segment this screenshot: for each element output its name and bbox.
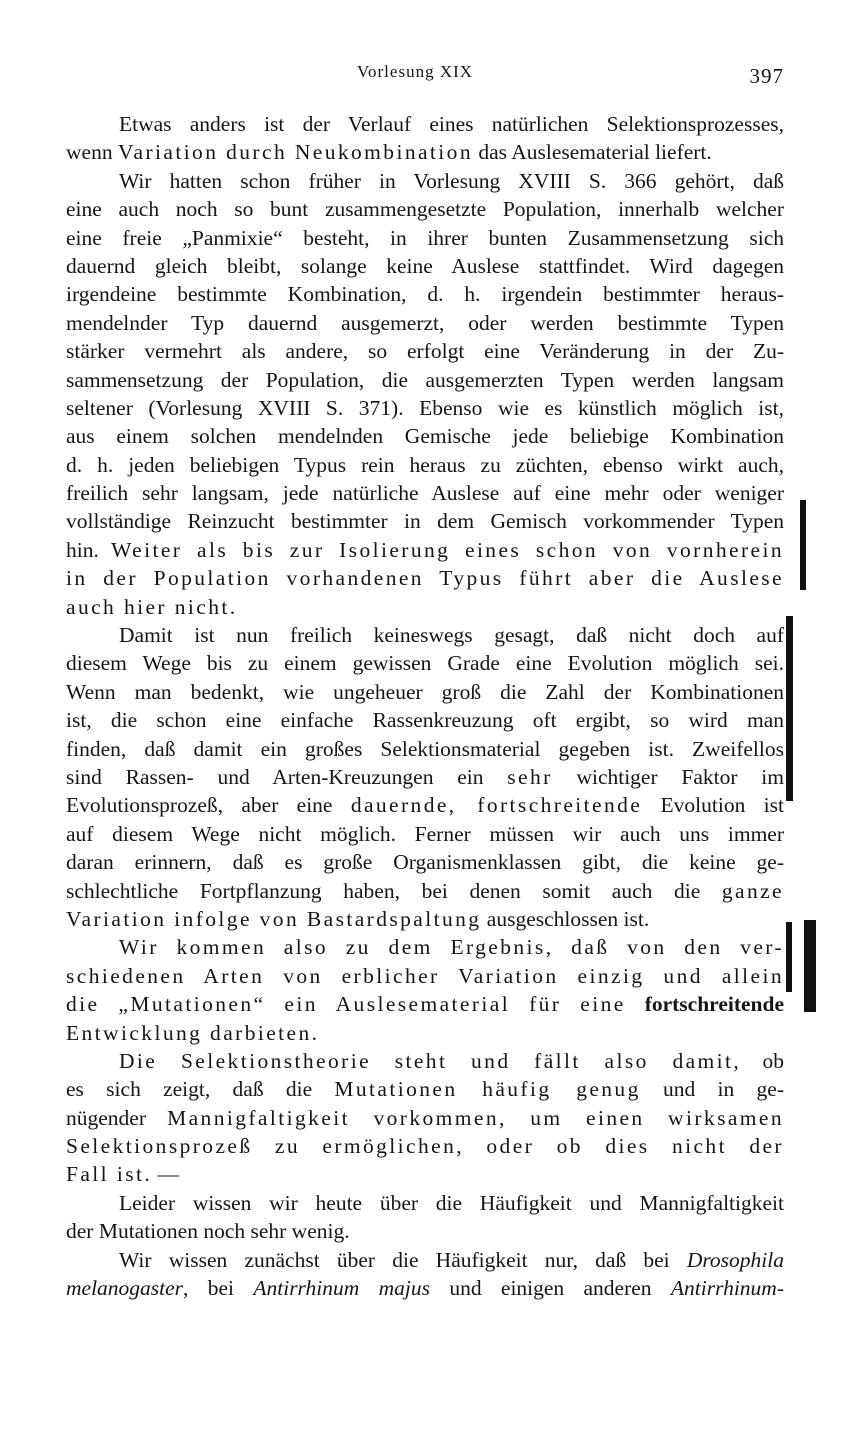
text-run: freilich sehr langsam, jede natürliche Auslese auf eine mehr oder weniger [66,481,784,506]
text-line [66,224,784,252]
running-title: Vorlesung XIX [356,62,474,81]
text-line [66,110,784,138]
text-run: Die Selektionstheorie steht und fällt also damit, [119,1048,742,1073]
text-line [66,337,784,365]
text-line [66,195,784,223]
text-run: aus einem solchen mendelnden Gemische jede beliebige Kombination [66,424,784,449]
margin-mark [800,500,806,590]
text-run: Mutationen häufig genug [334,1077,641,1102]
text-line [66,1217,784,1245]
text-run: eine auch noch so bunt zusammengesetzte Population, innerhalb welcher [66,197,784,222]
text-line [66,649,784,677]
text-run: Evolution ist [642,793,784,818]
text-line [66,1075,784,1103]
text-line [66,763,784,791]
text-run: irgendeine bestimmte Kombination, d. h. irgendein bestimmter heraus- [66,282,784,307]
text-run: in der Population vorhandenen Typus führt aber die Auslese [66,566,784,591]
text-run: Drosophila [686,1247,784,1272]
text-run: Antirrhinum- [670,1276,784,1301]
text-run: vollständige Reinzucht bestimmter in dem Gemisch vorkommender Typen [66,509,784,534]
text-line [66,536,784,564]
margin-mark [786,616,793,801]
text-run: Damit ist nun freilich keineswegs gesagt, daß nicht doch auf [119,623,784,648]
text-run: Wenn man bedenkt, wie ungeheuer groß die Zahl der Kombinationen [66,679,784,704]
text-line [66,1132,784,1160]
text-run: Wir kommen also zu dem Ergebnis, daß von den ver- [119,935,784,960]
text-run: Weiter als bis zur Isolierung eines schon von vornherein [111,537,784,562]
text-run: Antirrhinum majus [253,1276,430,1301]
text-line [66,422,784,450]
text-run: Mannigfaltigkeit vorkommen, um einen wirksamen [167,1105,784,1130]
text-run: Entwicklung darbieten. [66,1020,320,1045]
body-text [66,110,784,1302]
text-run: hin. [66,537,112,562]
text-run: fortschreitende [644,992,784,1017]
text-line [66,905,784,933]
text-line [66,1246,784,1274]
text-run: Leider wissen wir heute über die Häufigkeit und Mannigfaltigkeit [119,1190,784,1215]
text-run: Variation infolge von Bastardspaltung [66,906,482,931]
text-run: nügender [66,1105,168,1130]
text-run: ist, die schon eine einfache Rassenkreuzung oft ergibt, so wird man [66,708,784,733]
text-run: sind Rassen- und Arten-Kreuzungen ein [66,764,508,789]
text-run: das Auslesematerial liefert. [472,140,712,165]
text-run: und in ge- [640,1077,784,1102]
text-run: daran erinnern, daß es große Organismenklassen gibt, die keine ge- [66,850,784,875]
text-run: ob [741,1048,784,1073]
text-run: Wir wissen zunächst über die Häufigkeit nur, daß bei [119,1247,687,1272]
text-line [66,564,784,592]
text-line [66,678,784,706]
text-run: wichtiger Faktor im [552,764,784,789]
text-line [66,394,784,422]
text-run: mendelnder Typ dauernd ausgemerzt, oder werden bestimmte Typen [66,310,784,335]
text-line [66,1189,784,1217]
text-line [66,1019,784,1047]
page-number: 397 [749,64,784,88]
text-run: seltener (Vorlesung XVIII S. 371). Ebenso wie es künstlich möglich ist, [66,395,784,420]
text-line [66,1274,784,1302]
text-run: melanogaster [66,1276,184,1301]
text-line [66,366,784,394]
text-line [66,280,784,308]
text-line [66,167,784,195]
margin-mark [786,922,792,992]
text-line [66,990,784,1018]
text-run: sehr [507,764,553,789]
text-line [66,1104,784,1132]
text-run: dauernd gleich bleibt, solange keine Auslese stattfindet. Wird dagegen [66,253,784,278]
text-run: ausgeschlossen ist. [481,906,650,931]
text-line [66,962,784,990]
text-line [66,791,784,819]
text-line [66,848,784,876]
text-run: Variation durch Neukombination [117,140,473,165]
text-run: diesem Wege bis zu einem gewissen Grade eine Evolution möglich sei. [66,651,784,676]
text-run: Wir hatten schon früher in Vorlesung XVIII S. 366 gehört, daß [119,168,784,193]
text-run: Fall ist. [66,1162,153,1187]
text-run: der Mutationen noch sehr wenig. [66,1219,350,1244]
text-line [66,507,784,535]
text-run: es sich zeigt, daß die [66,1077,335,1102]
text-line [66,1160,784,1188]
text-run: Selektionsprozeß zu ermöglichen, oder ob dies nicht der [66,1134,784,1159]
text-run: sammensetzung der Population, die ausgemerzten Typen werden langsam [66,367,784,392]
text-line [66,593,784,621]
text-run: schiedenen Arten von erblicher Variation einzig und allein [66,963,784,988]
text-run: d. h. jeden beliebigen Typus rein heraus zu züchten, ebenso wirkt auch, [66,452,784,477]
text-line [66,252,784,280]
text-line [66,820,784,848]
text-line [66,706,784,734]
text-run: auf diesem Wege nicht möglich. Ferner müssen wir auch uns immer [66,821,784,846]
text-run: — [152,1162,179,1187]
text-line [66,451,784,479]
text-run: Evolutionsprozeß, aber eine [66,793,351,818]
page-header [0,62,850,92]
text-line [66,1047,784,1075]
text-run: und einigen anderen [429,1276,671,1301]
text-run: die „Mutationen“ ein Auslesematerial für eine [66,992,645,1017]
text-run: eine freie „Panmixie“ besteht, in ihrer bunten Zusammensetzung sich [66,225,784,250]
text-run: stärker vermehrt als andere, so erfolgt eine Veränderung in der Zu- [66,339,784,364]
text-run: finden, daß damit ein großes Selektionsmaterial gegeben ist. Zweifellos [66,736,784,761]
text-run: , bei [183,1276,254,1301]
text-run: wenn [66,140,118,165]
text-line [66,309,784,337]
text-run: auch hier nicht. [66,594,238,619]
text-line [66,877,784,905]
text-run: Etwas anders ist der Verlauf eines natürlichen Selektionsprozesses, [119,112,784,136]
text-line [66,933,784,961]
margin-mark [804,920,816,1012]
text-line [66,138,784,166]
text-line [66,621,784,649]
text-run: schlechtliche Fortpflanzung haben, bei denen somit auch die [66,878,722,903]
text-run: ganze [721,878,784,903]
text-run: dauernde, fortschreitende [350,793,643,818]
text-line [66,735,784,763]
text-line [66,479,784,507]
